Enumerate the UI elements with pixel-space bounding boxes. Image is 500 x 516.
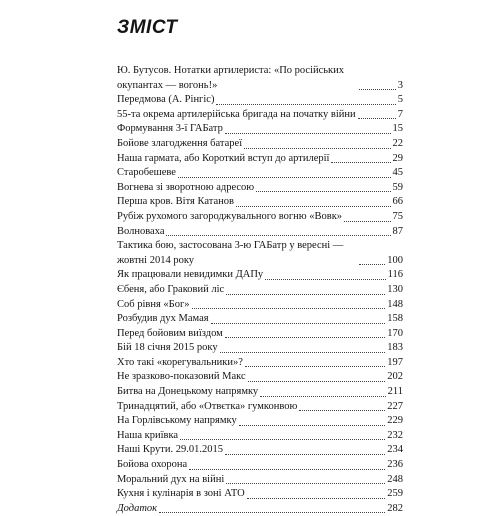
toc-entry-page: 75 [392,210,403,222]
toc-entry [117,122,403,137]
dot-leader [189,469,385,470]
toc-entry [117,502,403,516]
toc-entry-page: 259 [387,488,403,500]
toc-entry-page: 183 [387,342,403,354]
toc-entry-page: 22 [392,137,403,149]
toc-entry-page: 282 [387,502,403,514]
toc-entry-title: На Горлівському напрямку [117,415,237,427]
dot-leader [331,162,390,163]
toc-entry [117,93,403,108]
page-title: ЗМІСТ [117,17,178,38]
toc-entry-title: Наша криївка [117,429,179,441]
toc-entry-title: Перед бойовим виїздом [117,327,223,339]
toc-entry [117,312,403,327]
dot-leader [239,425,386,426]
toc-entry-title: Моральний дух на війні [117,473,225,485]
dot-leader [244,148,390,149]
toc-entry-title: Вогнева зі зворотною адресою [117,181,255,193]
toc-entry-title: Ю. Бутусов. Нотатки артилериста: «По російських окупантах — вогонь!» [117,65,345,91]
dot-leader [359,264,385,265]
toc-entry [117,166,403,181]
toc-entry [117,298,403,313]
toc-entry-page: 130 [387,283,403,295]
dot-leader [299,410,385,411]
table-of-contents [117,64,403,516]
toc-entry-title: Перша кров. Вітя Катанов [117,196,234,208]
toc-entry-title: Соб рівня «Бог» [117,298,190,310]
toc-entry-page: 45 [392,167,403,179]
toc-entry [117,385,403,400]
toc-entry [117,210,403,225]
toc-entry-title: Додаток [117,502,158,514]
dot-leader [260,396,385,397]
dot-leader [226,483,385,484]
dot-leader [358,118,396,119]
toc-entry-page: 100 [387,254,403,266]
dot-leader [220,352,386,353]
toc-entry [117,64,403,93]
dot-leader [216,104,395,105]
toc-entry [117,443,403,458]
toc-entry-page: 29 [392,152,403,164]
toc-entry-page: 202 [387,371,403,383]
toc-entry-page: 158 [387,313,403,325]
toc-entry-page: 236 [387,459,403,471]
toc-entry [117,152,403,167]
toc-entry [117,225,403,240]
toc-entry-page: 229 [387,415,403,427]
toc-entry-title: Рубіж рухомого загороджувального вогню «Вовк» [117,210,343,222]
toc-entry-title: Тактика бою, застосована 3-ю ГАБатр у вересні — жовтні 2014 року [117,240,344,266]
toc-entry [117,327,403,342]
toc-entry [117,370,403,385]
toc-entry-title: Хто такі «корегувальники»? [117,356,243,368]
dot-leader [245,366,385,367]
toc-entry [117,400,403,415]
toc-entry-page: 197 [387,356,403,368]
dot-leader [225,337,385,338]
toc-entry-title: Старобешеве [117,167,176,179]
toc-entry [117,181,403,196]
toc-entry-page: 227 [387,400,403,412]
dot-leader [256,191,390,192]
toc-entry-title: Наші Крути. 29.01.2015 [117,444,223,456]
toc-entry-title: Єбеня, або Граковий ліс [117,283,225,295]
toc-entry-page: 5 [397,94,403,106]
toc-entry [117,137,403,152]
toc-entry-title: Бій 18 січня 2015 року [117,342,218,354]
toc-entry-page: 59 [392,181,403,193]
toc-entry-page: 3 [397,79,403,91]
dot-leader [180,439,385,440]
toc-entry [117,414,403,429]
toc-entry-title: Битва на Донецькому напрямку [117,386,259,398]
toc-entry [117,341,403,356]
toc-entry-page: 87 [392,225,403,237]
dot-leader [226,294,385,295]
dot-leader [166,235,390,236]
toc-entry-title: 55-та окрема артилерійська бригада на початку війни [117,108,356,120]
dot-leader [265,279,385,280]
toc-entry-title: Волноваха [117,225,165,237]
toc-entry-page: 15 [392,123,403,135]
toc-entry-title: Тринадцятий, або «Отвєтка» гумконвою [117,400,298,412]
dot-leader [344,221,390,222]
toc-entry-title: Бойова охорона [117,459,188,471]
toc-entry [117,268,403,283]
toc-entry-title: Не зразково-показовий Макс [117,371,246,383]
toc-entry-title: Наша гармата, або Короткий вступ до артилерії [117,152,330,164]
toc-entry-page: 248 [387,473,403,485]
toc-entry-title: Формування 3-ї ГАБатр [117,123,223,135]
dot-leader [225,454,385,455]
toc-entry [117,429,403,444]
toc-entry [117,108,403,123]
toc-entry-page: 66 [392,196,403,208]
dot-leader [178,177,391,178]
dot-leader [248,381,386,382]
toc-entry-title: Бойове злагодження батареї [117,137,243,149]
dot-leader [247,498,386,499]
toc-entry-title: Кухня і кулінарія в зоні АТО [117,488,245,500]
toc-entry-title: Розбудив дух Мамая [117,313,209,325]
dot-leader [211,323,386,324]
toc-entry-page: 148 [387,298,403,310]
toc-entry [117,458,403,473]
toc-entry-page: 116 [387,269,403,281]
toc-entry-title: Як працювали невидимки ДАПу [117,269,264,281]
toc-entry-page: 170 [387,327,403,339]
toc-entry-page: 7 [397,108,403,120]
dot-leader [236,206,391,207]
dot-leader [225,133,391,134]
toc-entry-page: 211 [387,386,403,398]
toc-entry [117,239,403,268]
dot-leader [359,89,396,90]
dot-leader [192,308,386,309]
toc-entry-title: Передмова (А. Рінгіс) [117,94,215,106]
toc-entry [117,356,403,371]
toc-entry-page: 234 [387,444,403,456]
toc-entry [117,473,403,488]
toc-entry [117,283,403,298]
toc-entry-page: 232 [387,429,403,441]
toc-entry [117,195,403,210]
dot-leader [159,512,385,513]
